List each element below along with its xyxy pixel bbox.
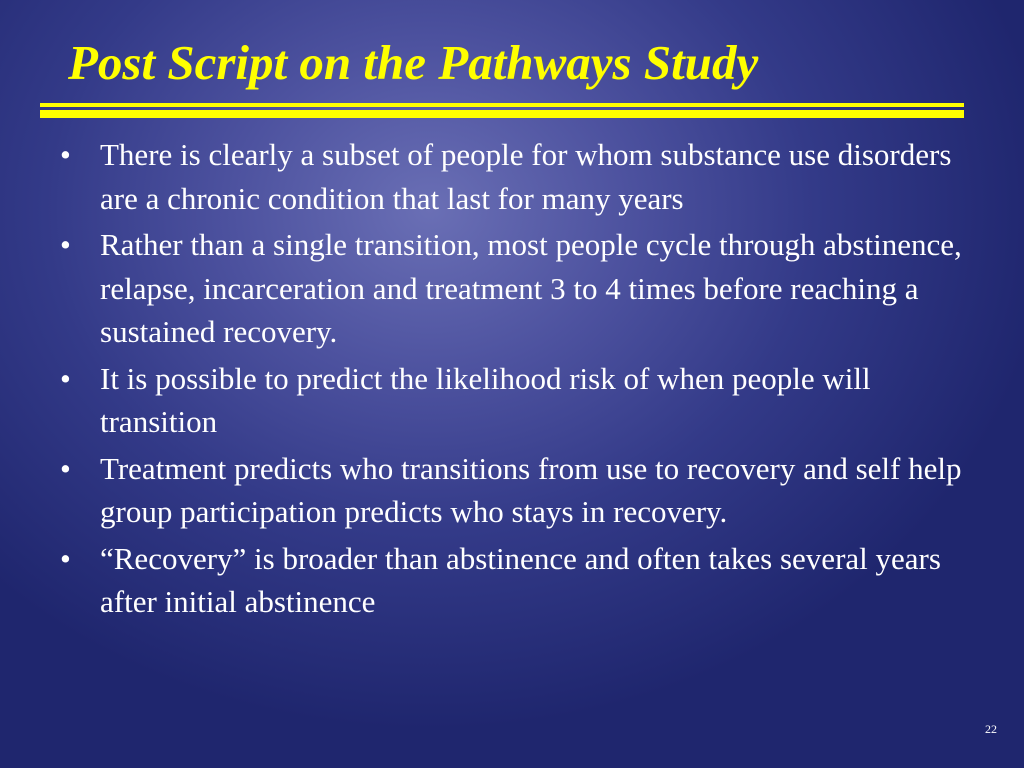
bullet-item <box>60 357 970 444</box>
bullet-text: Rather than a single transition, most people cycle through abstinence, relapse, incarceration and treatment 3 to 4 times before reaching a sustained recovery. <box>100 227 962 349</box>
bullet-icon: • <box>60 137 71 172</box>
bullet-text: “Recovery” is broader than abstinence and often takes several years after initial abstinence <box>100 540 941 619</box>
bullet-item <box>60 537 970 624</box>
page-number: 22 <box>985 722 997 736</box>
title-underline-thick <box>40 110 964 118</box>
bullet-icon: • <box>60 540 71 576</box>
title-underline-thin <box>40 103 964 107</box>
bullet-icon: • <box>60 450 71 486</box>
bullet-item <box>60 447 970 534</box>
slide-title: Post Script on the Pathways Study <box>68 35 759 90</box>
bullet-text: There is clearly a subset of people for whom substance use disorders are a chronic condition that last for many years <box>100 137 952 216</box>
bullet-icon: • <box>60 360 71 396</box>
bullet-item <box>60 133 970 220</box>
bullet-list <box>60 133 970 627</box>
bullet-text: Treatment predicts who transitions from use to recovery and self help group participation predicts who stays in recovery. <box>100 450 962 529</box>
bullet-icon: • <box>60 227 71 262</box>
bullet-text: It is possible to predict the likelihood risk of when people will transition <box>100 360 871 439</box>
bullet-item <box>60 223 970 354</box>
